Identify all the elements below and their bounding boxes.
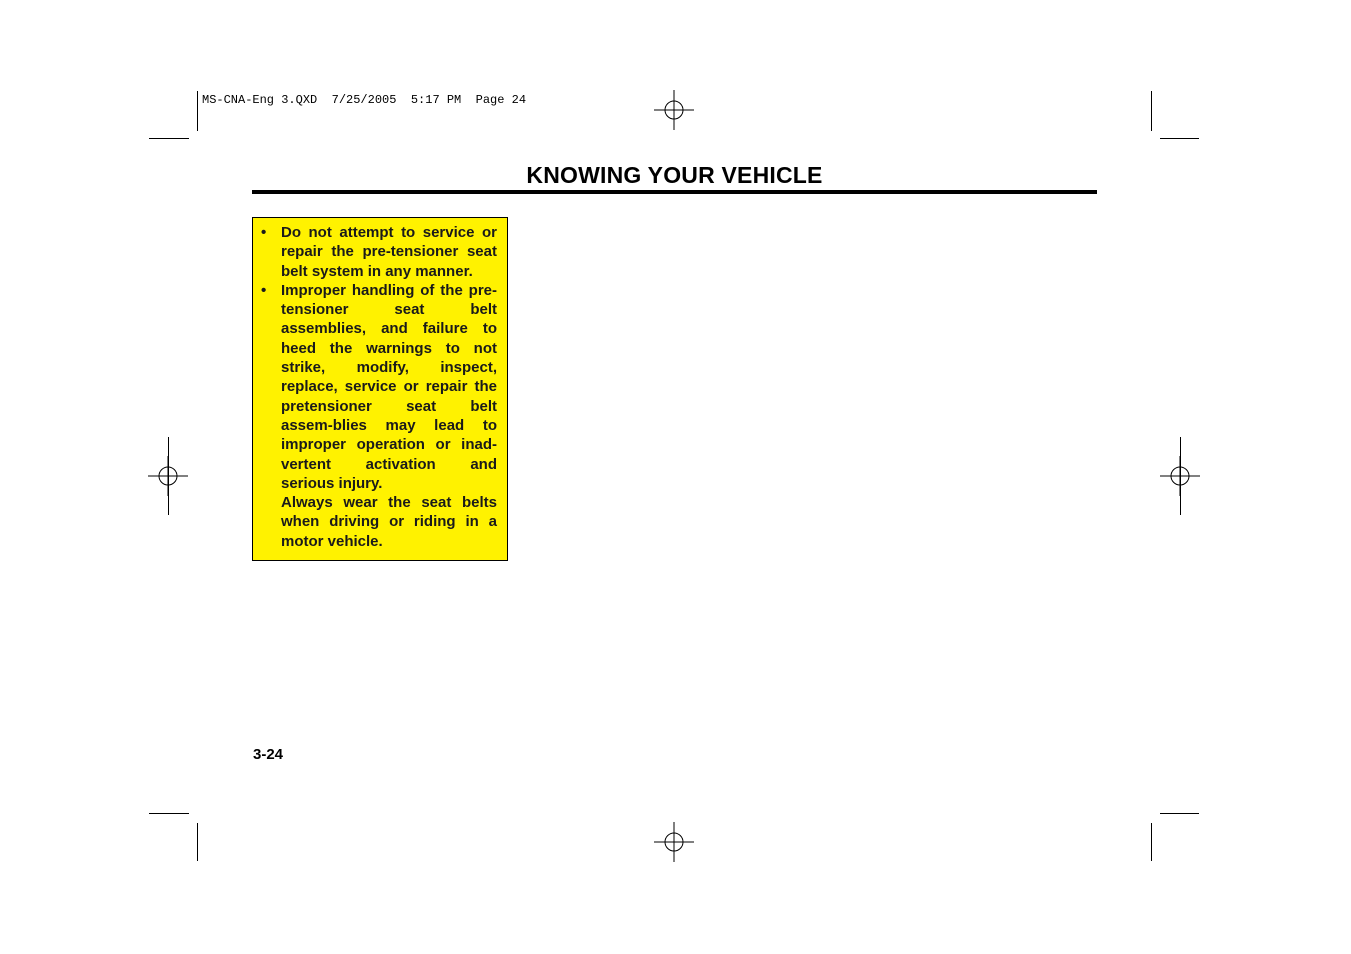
warning-line: replace, service or repair the (281, 378, 497, 396)
warning-line: Always wear the seat belts (281, 494, 497, 512)
crop-mark-top-left-h (149, 138, 189, 139)
crop-mark-bottom-right-v (1151, 823, 1152, 861)
warning-line: when driving or riding in a (281, 513, 497, 531)
title-rule (252, 190, 1097, 194)
registration-mark-top-icon (654, 90, 694, 130)
crop-mark-top-right-h (1160, 138, 1199, 139)
warning-line: strike, modify, inspect, (281, 359, 497, 377)
warning-line: tensioner seat belt (281, 301, 497, 319)
warning-line: assem-blies may lead to (281, 416, 497, 434)
page-number: 3-24 (253, 746, 284, 763)
bullet: • (261, 281, 267, 299)
warning-line: Do not attempt to service or (281, 224, 497, 241)
crop-mark-bottom-right-h (1160, 813, 1199, 814)
registration-mark-bottom-icon (654, 822, 694, 862)
warning-box (252, 217, 508, 561)
warning-line: serious injury. (281, 474, 383, 492)
crop-mark-top-right-v (1151, 91, 1152, 131)
warning-line: vertent activation and (281, 455, 497, 473)
registration-mark-left-stem (168, 437, 169, 515)
bullet: • (261, 224, 267, 241)
crop-mark-bottom-left-h (149, 813, 189, 814)
section-title: KNOWING YOUR VEHICLE (526, 162, 823, 188)
warning-line: improper operation or inad- (281, 436, 497, 454)
crop-mark-bottom-left-v (197, 823, 198, 861)
warning-line: assemblies, and failure to (281, 320, 497, 338)
warning-item-2 (261, 281, 497, 551)
warning-line: heed the warnings to not (281, 339, 497, 357)
warning-line: motor vehicle. (281, 532, 383, 550)
warning-line: repair the pre-tensioner seat (281, 243, 497, 261)
warning-line: Improper handling of the pre- (281, 281, 497, 299)
warning-item-1 (261, 223, 497, 281)
crop-mark-top-left-v (197, 91, 198, 131)
warning-line: pretensioner seat belt (281, 397, 497, 415)
registration-mark-right-stem (1180, 437, 1181, 515)
warning-line: belt system in any manner. (281, 262, 473, 280)
print-slug-line: MS-CNA-Eng 3.QXD 7/25/2005 5:17 PM Page 24 (202, 93, 527, 107)
